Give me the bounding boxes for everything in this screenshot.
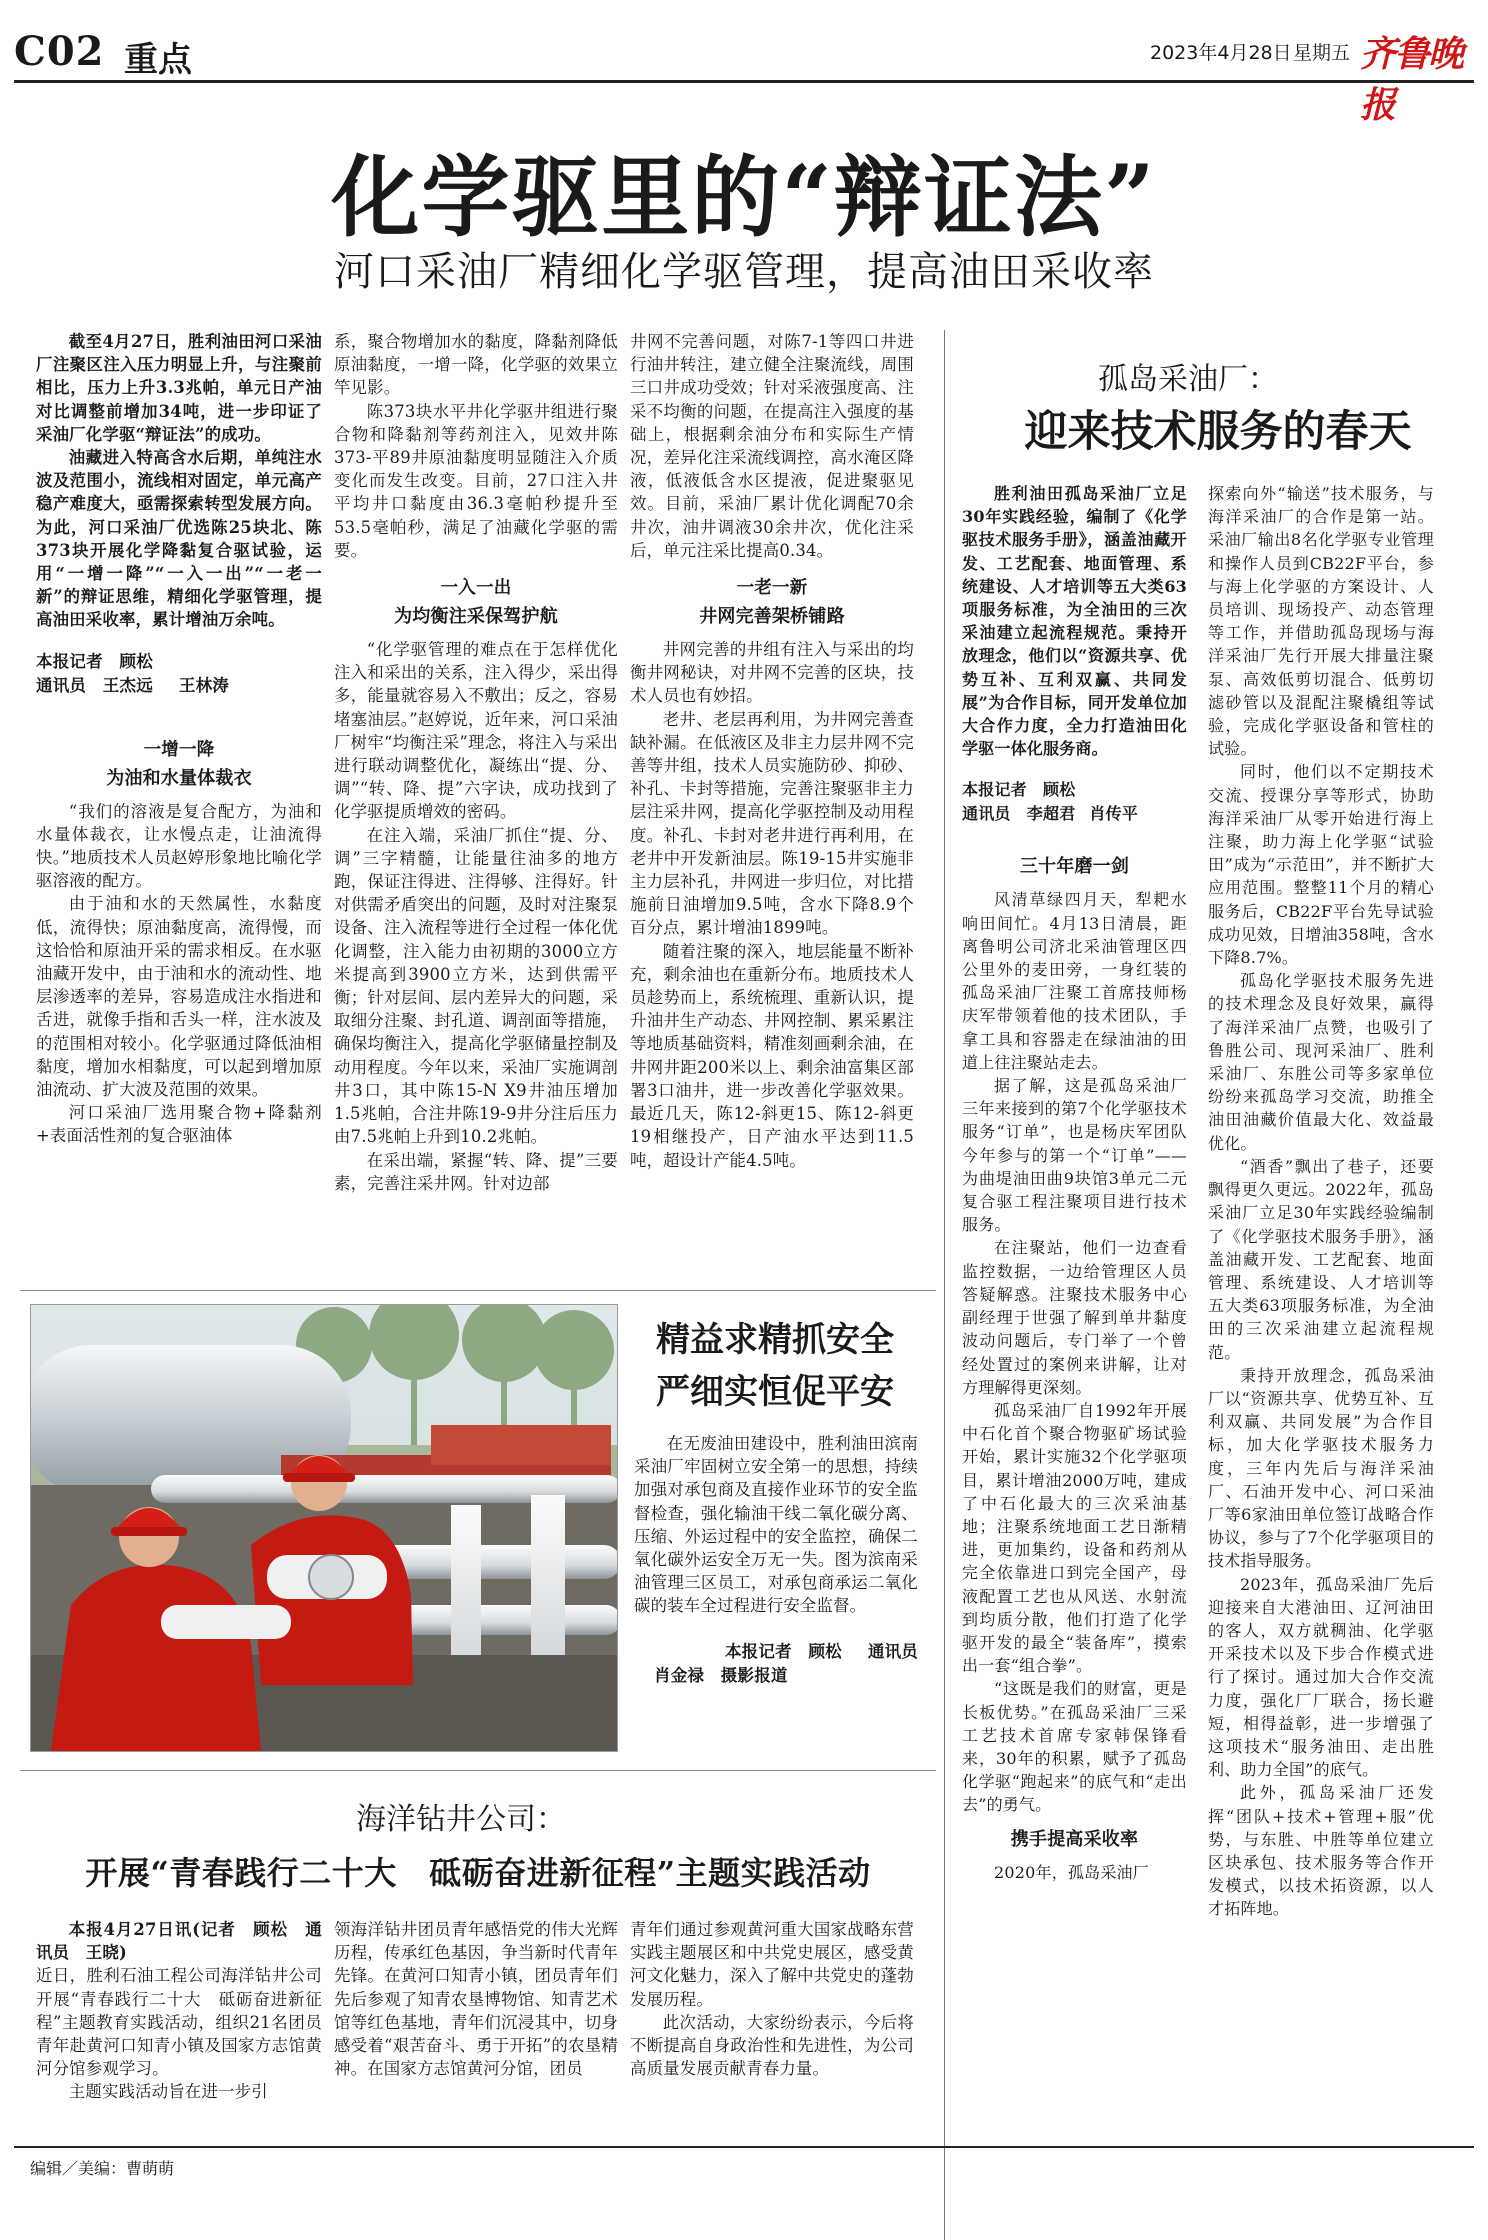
oilfield-workers-photo [31, 1305, 617, 1751]
main-article-column-2 [334, 330, 618, 1195]
body-paragraph: 随着注聚的深入，地层能量不断补充，剩余油也在重新分布。地质技术人员趁势而上，系统梳理、重新认识，提升油井生产动态、井网控制、累采累注等地质基础资料，精准刻画剩余油，在井网井距200米以上、剩余油富集区部署3口油井，进一步改善化学驱效果。最近几天，陈12-斜更15、陈12-斜更19相继投产，日产油水平达到11.5吨，超设计产能4.5吨。 [630, 941, 914, 1170]
main-article-column-1 [36, 330, 322, 1148]
photo-story-caption [634, 1432, 918, 1688]
body-paragraph: 2023年，孤岛采油厂先后迎接来自大港油田、辽河油田的客人，双方就稠油、化学驱开采技术以及下步合作模式进行了探讨。通过加大合作交流力度，强化厂厂联合，扬长避短，相得益彰，进一步增强了这项技术“服务油田、走出胜利、助力全国”的底气。 [1208, 1574, 1434, 1780]
footer-rule [14, 2146, 1474, 2148]
body-paragraph: 系，聚合物增加水的黏度，降黏剂降低原油黏度，一增一降，化学驱的效果立竿见影。 [334, 332, 618, 398]
dateline: 本报4月27日讯(记者 顾松 通讯员 王晓) [36, 1920, 322, 1963]
body-paragraph: 井网完善的井组有注入与采出的均衡井网秘诀，对井网不完善的区块，技术人员也有妙招。 [630, 640, 914, 706]
byline-reporter: 本报记者 顾松 [36, 651, 153, 671]
body-paragraph: 井网不完善问题，对陈7-1等四口井进行油井转注，建立健全注聚流线，周围三口井成功受效；针对采液强度高、注采不均衡的问题，在提高注入强度的基础上，根据剩余油分布和实际生产情况，差异化注采流线调控，高水淹区降液，低液低含水区提液，促进聚驱见效。目前，采油厂累计优化调配70余井次，油井调液30余井次，优化注采后，单元注采比提高0.34。 [630, 332, 914, 560]
body-paragraph: “化学驱管理的难点在于怎样优化注入和采出的关系，注入得少，采出得多，能量就容易入不敷出；反之，容易堵塞油层。”赵婷说，近年来，河口采油厂树牢“均衡注采”理念，将注入与采出进行联动调整优化，凝练出“提、分、调”“转、降、提”六字诀，成功找到了化学驱提质增效的密码。 [334, 640, 618, 822]
issue-date: 2023年4月28日 [1150, 42, 1292, 64]
section-divider [20, 1770, 936, 1771]
bottom-article-headline: 开展“青春践行二十大 砥砺奋进新征程”主题实践活动 [85, 1854, 871, 1892]
photo-byline-2: 肖金禄 摄影报道 [654, 1665, 788, 1685]
editor-credit: 编辑／美编：曹萌萌 [30, 2159, 175, 2178]
body-paragraph: 孤岛化学驱技术服务先进的技术理念及良好效果，赢得了海洋采油厂点赞，也吸引了鲁胜公司、现河采油厂、胜利采油厂、东胜公司等多家单位纷纷来孤岛学习交流，助推全油田油藏价值最大化、效益最优化。 [1208, 971, 1434, 1153]
body-paragraph: 领海洋钻井团员青年感悟党的伟大光辉历程，传承红色基因，争当新时代青年先锋。在黄河口知青小镇，团员青年们先后参观了知青农垦博物馆、知青艺术馆等红色基地，青年们沉浸其中，切身感受着“艰苦奋斗、勇于开拓”的农垦精神。在国家方志馆黄河分馆，团员 [334, 1920, 618, 2079]
body-paragraph: 2020年，孤岛采油厂 [994, 1862, 1149, 1882]
section-name: 重点 [124, 40, 192, 80]
body-paragraph: 据了解，这是孤岛采油厂三年来接到的第7个化学驱技术服务“订单”，也是杨庆军团队今年参与的第一个“订单”——为曲堤油田曲9块馆3单元二元复合驱工程注聚项目进行技术服务。 [962, 1076, 1187, 1235]
right-article-kicker: 孤岛采油厂： [1098, 362, 1278, 397]
body-paragraph: 风清草绿四月天，犁耙水响田间忙。4月13日清晨，距离鲁明公司济北采油管理区四公里外的麦田旁，一身红装的孤岛采油厂注聚工首席技师杨庆军带领着他的技术团队，手拿工具和容器走在绿油油的田道上往注聚站走去。 [962, 890, 1187, 1072]
section-subheading: 为均衡注采保驾护航 [394, 606, 558, 628]
main-subheadline: 河口采油厂精细化学驱管理，提高油田采收率 [334, 249, 1154, 295]
body-paragraph: 孤岛采油厂自1992年开展中石化首个聚合物驱矿场试验开始，累计实施32个化学驱项目，累计增油2000万吨，建成了中石化最大的三次采油基地；注聚系统地面工艺日渐精进，更加集约，设备和药剂从完全依靠进口到完全国产，母液配置工艺也从风送、水射流到均质分散，他们打造了化学驱开发的最全“装备库”，摸索出一套“组合拳”。 [962, 1400, 1187, 1676]
section-heading: 一增一降 [143, 739, 215, 760]
main-article-column-3 [630, 330, 914, 1172]
photo-story-title-line2: 严细实恒促平安 [656, 1372, 894, 1412]
body-paragraph: 近日，胜利石油工程公司海洋钻井公司开展“青春践行二十大 砥砺奋进新征程”主题教育实践活动，组织21名团员青年赴黄河口知青小镇及国家方志馆黄河分馆参观学习。 [36, 1966, 322, 2079]
body-paragraph: 河口采油厂选用聚合物+降黏剂+表面活性剂的复合驱油体 [36, 1103, 322, 1146]
bottom-article-column-3 [630, 1918, 914, 2080]
body-paragraph: 老井、老层再利用，为井网完善查缺补漏。在低液区及非主力层井网不完善等井组，技术人员实施防砂、抑砂、补孔、卡封等措施，完善注聚驱非主力层注采井网，提高化学驱控制及动用程度。补孔、卡封对老井进行再利用，在老井中开发新油层。陈19-15井实施非主力层补孔，井网进一步归位，对比措施前日油增加9.5吨，含水下降8.9个百分点，累计增油1899吨。 [630, 709, 914, 938]
news-photo [30, 1304, 618, 1752]
section-heading: 一老一新 [736, 578, 808, 599]
bottom-article-column-2 [334, 1918, 618, 2080]
body-paragraph: 在注聚站，他们一边查看监控数据，一边给管理区人员答疑解惑。注聚技术服务中心副经理于世强了解到单井黏度波动问题后，专门举了一个曾经处置过的案例来讲解，让对方理解得更深刻。 [962, 1238, 1187, 1397]
section-divider [20, 1290, 936, 1291]
bottom-article-column-1 [36, 1918, 322, 2104]
byline-reporter: 本报记者 顾松 [962, 780, 1076, 800]
section-subheading: 井网完善架桥铺路 [699, 606, 845, 628]
bottom-article-kicker: 海洋钻井公司： [356, 1802, 566, 1837]
section-subheading: 为油和水量体裁衣 [106, 767, 252, 789]
body-paragraph: “这既是我们的财富，更是长板优势。”在孤岛采油厂三采工艺技术首席专家韩保锋看来，30年的积累，赋予了孤岛化学驱“跑起来”的底气和“走出去”的勇气。 [962, 1679, 1187, 1815]
issue-weekday: 星期五 [1293, 42, 1351, 64]
body-paragraph: 主题实践活动旨在进一步引 [68, 2082, 268, 2102]
newspaper-logo: 齐鲁晚报 [1360, 33, 1463, 126]
body-paragraph: 在注入端，采油厂抓住“提、分、调”三字精髓，让能量往油多的地方跑，保证注得进、注得够、注得好。针对供需矛盾突出的问题，及时对注聚泵设备、注入流程等进行全过程一体化优化调整，注入能力由初期的3000立方米提高到3900立方米，达到供需平衡；针对层间、层内差异大的问题，采取细分注聚、封孔道、调剖面等措施，确保均衡注入，提高化学驱储量控制及动用程度。今年以来，采油厂实施调剖井3口，其中陈15-N X9井油压增加1.5兆帕，合注井陈19-9井分注后压力由7.5兆帕上升到10.2兆帕。 [334, 825, 618, 1147]
lead-paragraph: 胜利油田孤岛采油厂立足30年实践经验，编制了《化学驱技术服务手册》，涵盖油藏开发、工艺配套、地面管理、系统建设、人才培训等五大类63项服务标准，为全油田的三次采油建立起流程规范。秉持开放理念，他们以“资源共享、优势互补、互利双赢、共同发展”为合作目标，同开发单位加大合作力度，全力打造油田化学驱一体化服务商。 [962, 484, 1187, 759]
body-paragraph: 由于油和水的天然属性，水黏度低，流得快；原油黏度高，流得慢，而这恰恰和原油开采的需求相反。在水驱油藏开发中，由于油和水的流动性、地层渗透率的差异，容易造成注水指进和舌进，就像手指和舌头一样，注水波及的范围相对较小。化学驱通过降低油相黏度，增加水相黏度，可以起到增加原油流动、扩大波及范围的效果。 [36, 894, 322, 1100]
body-paragraph: “酒香”飘出了巷子，还要飘得更久更远。2022年，孤岛采油厂立足30年实践经验编制了《化学驱技术服务手册》，涵盖油藏开发、工艺配套、地面管理、系统建设、人才培训等五大类63项服务标准，为全油田的三次采油建立起流程规范。 [1208, 1156, 1434, 1362]
body-paragraph: 青年们通过参观黄河重大国家战略东营实践主题展区和中共党史展区，感受黄河文化魅力，深入了解中共党史的蓬勃发展历程。 [630, 1920, 914, 2009]
lead-paragraph: 截至4月27日，胜利油田河口采油厂注聚区注入压力明显上升，与注聚前相比，压力上升3.3兆帕，单元日产油对比调整前增加34吨，进一步印证了采油厂化学驱“辩证法”的成功。 [36, 332, 322, 444]
body-paragraph: 探索向外“输送”技术服务，与海洋采油厂的合作是第一站。采油厂输出8名化学驱专业管理和操作人员到CB22F平台，参与海上化学驱的方案设计、人员培训、现场投产、动态管理等工作，并借助孤岛现场与海洋采油厂先行开展大排量注聚泵、高效低剪切混合、低剪切滤砂管以及混配注聚橇组等试验，完成化学驱设备和管柱的试验。 [1208, 484, 1434, 759]
body-paragraph: 此外，孤岛采油厂还发挥“团队+技术+管理+服”优势，与东胜、中胜等单位建立区块承包、技术服务等合作开发模式，以技术拓资源，以人才拓阵地。 [1208, 1783, 1434, 1919]
photo-byline-1: 本报记者 顾松 通讯员 [724, 1641, 918, 1661]
body-paragraph: “我们的溶液是复合配方，为油和水量体裁衣，让水慢点走，让油流得快。”地质技术人员赵婷形象地比喻化学驱溶液的配方。 [36, 801, 322, 891]
header-rule [14, 80, 1474, 83]
section-heading: 携手提高采收率 [1010, 1828, 1139, 1850]
right-article-column-1 [962, 482, 1187, 1884]
main-headline: 化学驱里的“辩证法” [331, 145, 1157, 249]
right-article-headline: 迎来技术服务的春天 [1024, 407, 1412, 457]
lead-paragraph: 油藏进入特高含水后期，单纯注水波及范围小，流线相对固定，单元高产稳产难度大，亟需探索转型发展方向。为此，河口采油厂优选陈25块北、陈373块开展化学降黏复合驱试验，运用“一增一降”“一入一出”“一老一新”的辩证思维，精细化学驱管理，提高油田采收率，累计增油万余吨。 [36, 448, 322, 630]
body-paragraph: 陈373块水平井化学驱井组进行聚合物和降黏剂等药剂注入，见效井陈373-平89井原油黏度明显随注入介质变化而发生改变。目前，27口注入井平均井口黏度由36.3毫帕秒提升至53.5毫帕秒，满足了油藏化学驱的需要。 [334, 401, 618, 560]
page-code: C02 [14, 28, 105, 75]
right-article-column-2 [1208, 482, 1434, 1921]
byline-correspondents: 通讯员 李超君 肖传平 [962, 804, 1139, 824]
body-paragraph: 此次活动，大家纷纷表示，今后将不断提高自身政治性和先进性，为公司高质量发展贡献青春力量。 [630, 2012, 914, 2079]
caption-paragraph: 在无废油田建设中，胜利油田滨南采油厂牢固树立安全第一的思想，持续加强对承包商及直接作业环节的安全监督检查，强化输油干线二氧化碳分离、压缩、外运过程中的安全监控，确保二氧化碳外运安全万无一失。图为滨南采油管理三区员工，对承包商承运二氧化碳的装车全过程进行安全监督。 [634, 1434, 918, 1616]
section-heading: 一入一出 [440, 578, 512, 599]
section-heading: 三十年磨一剑 [1019, 856, 1130, 878]
body-paragraph: 同时，他们以不定期技术交流、授课分享等形式，协助海洋采油厂从零开始进行海上注聚，助力海上化学驱“试验田”成为“示范田”，并不断扩大应用范围。整整11个月的精心服务后，CB22F平台先导试验成功见效，日增油358吨，含水下降8.7%。 [1208, 762, 1434, 968]
body-paragraph: 秉持开放理念，孤岛采油厂以“资源共享、优势互补、互利双赢、共同发展”为合作目标，加大化学驱技术服务力度，三年内先后与海洋采油厂、石油开发中心、河口采油厂等6家油田单位签订战略合作协议，参与了7个化学驱项目的技术指导服务。 [1208, 1365, 1434, 1571]
byline-correspondents: 通讯员 王杰远 王林涛 [36, 675, 230, 695]
column-divider [944, 330, 945, 2240]
body-paragraph: 在采出端，紧握“转、降、提”三要素，完善注采井网。针对边部 [334, 1150, 618, 1193]
photo-story-title-line1: 精益求精抓安全 [656, 1320, 894, 1360]
